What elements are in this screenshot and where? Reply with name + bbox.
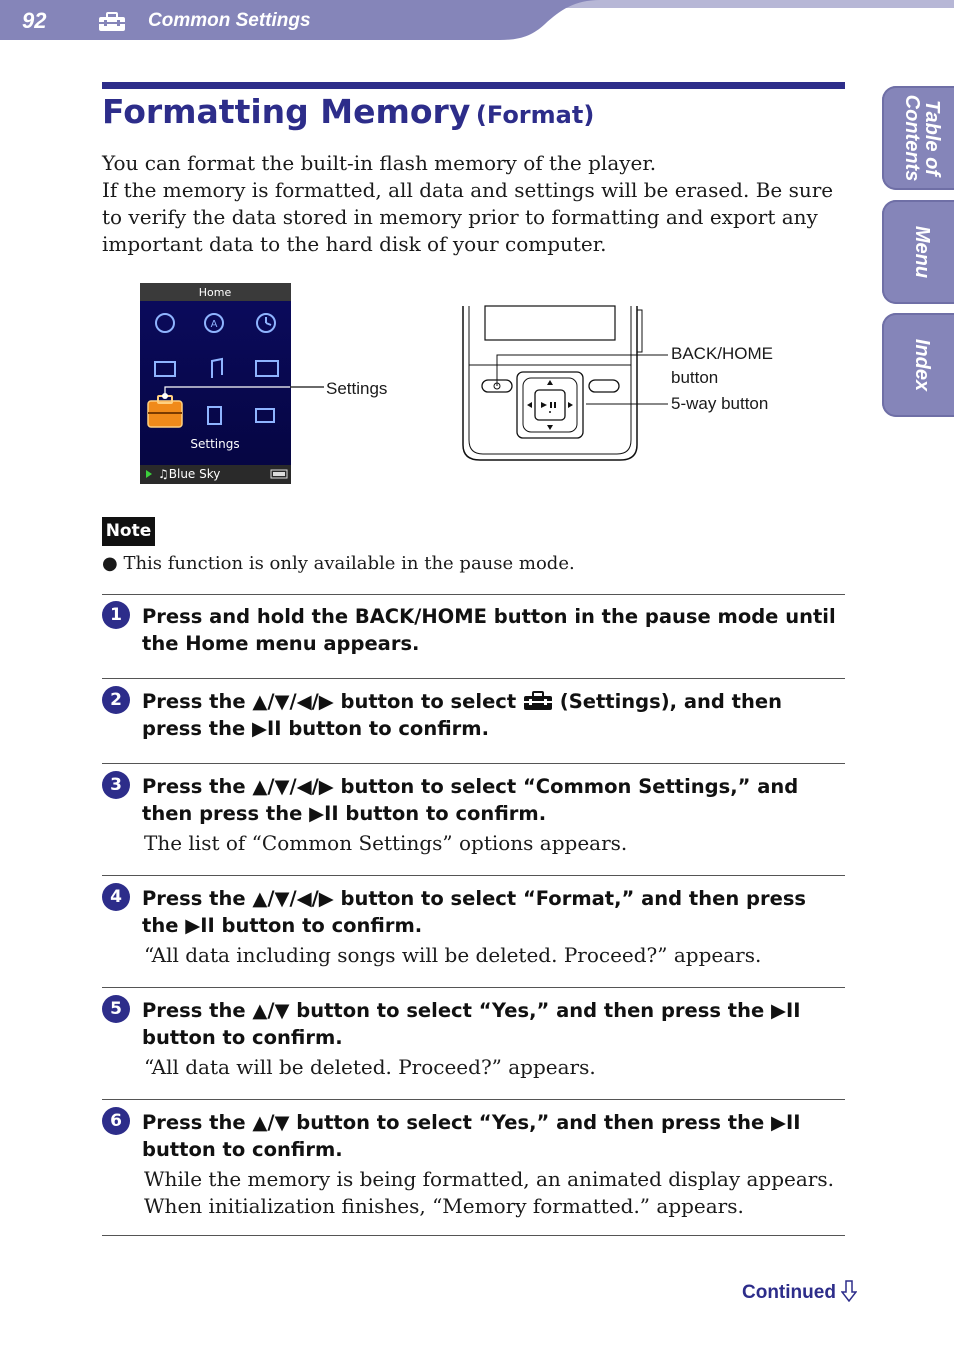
step-2-heading-b: (Settings), and then press the ▶II button to confirm.: [142, 690, 782, 740]
settings-toolbox-icon: [523, 691, 553, 711]
label-button: button: [671, 368, 719, 387]
toolbox-icon: [98, 12, 126, 32]
page-number: 92: [22, 8, 47, 33]
step-2-heading: [142, 688, 842, 742]
header-band: [0, 0, 954, 40]
step-3-heading: Press the ▲/▼/◀/▶ button to select “Common Settings,” and then press the ▶II button to confirm.: [142, 775, 799, 825]
tab-label: Index: [911, 338, 933, 392]
step-number-6: 6: [102, 1107, 130, 1135]
step-5-body: “All data will be deleted. Proceed?” appears.: [144, 1055, 596, 1079]
step-6-body-line-2: When initialization finishes, “Memory formatted.” appears.: [144, 1194, 744, 1218]
step-6-heading: Press the ▲/▼ button to select “Yes,” and then press the ▶II button to confirm.: [142, 1111, 801, 1161]
step-number-5: 5: [102, 995, 130, 1023]
divider: [102, 594, 845, 595]
back-home-label: [671, 342, 773, 390]
note-badge: Note: [102, 517, 155, 546]
title-rule: [102, 82, 845, 89]
step-6-body: [144, 1166, 844, 1220]
divider: [102, 763, 845, 764]
step-5-heading: Press the ▲/▼ button to select “Yes,” and then press the ▶II button to confirm.: [142, 999, 801, 1049]
screen-selected-label: Settings: [190, 437, 240, 451]
tab-index[interactable]: [882, 313, 954, 417]
divider: [102, 1099, 845, 1100]
step-1-heading: Press and hold the BACK/HOME button in the pause mode until the Home menu appears.: [142, 605, 836, 655]
step-3-body: The list of “Common Settings” options appears.: [144, 831, 628, 855]
screen-now-playing: ♫Blue Sky: [158, 467, 221, 481]
step-6-body-line-1: While the memory is being formatted, an animated display appears.: [144, 1167, 834, 1191]
step-2-heading-a: Press the ▲/▼/◀/▶ button to select: [142, 690, 517, 713]
intro-line-2: If the memory is formatted, all data and settings will be erased. Be sure to verify the data stored in memory prior to formatting and export any important data to the hard disk of your computer.: [102, 178, 834, 256]
step-4-heading: Press the ▲/▼/◀/▶ button to select “Format,” and then press the ▶II button to confirm.: [142, 887, 807, 937]
step-4-body: “All data including songs will be deleted. Proceed?” appears.: [144, 943, 762, 967]
svg-text:A: A: [210, 319, 218, 330]
step-number-2: 2: [102, 686, 130, 714]
page-title: [102, 92, 594, 131]
note-text: [102, 553, 575, 574]
section-title: Common Settings: [148, 10, 311, 31]
step-number-4: 4: [102, 883, 130, 911]
step-number-3: 3: [102, 771, 130, 799]
device-callout-lines: [586, 354, 668, 406]
label-back-home: BACK/HOME: [671, 344, 774, 363]
divider: [102, 1235, 845, 1236]
tab-table-of-contents[interactable]: [882, 86, 954, 190]
settings-callout-line: [290, 386, 324, 390]
intro-line-1: You can format the built-in flash memory of the player.: [102, 151, 657, 175]
intro-text: [102, 150, 847, 258]
arrow-down-icon: [841, 1280, 857, 1302]
note-body: This function is only available in the pause mode.: [123, 553, 575, 574]
settings-callout: Settings: [326, 379, 388, 398]
page-title-main: Formatting Memory: [102, 92, 471, 131]
step-number-1: 1: [102, 601, 130, 629]
bullet: ●: [102, 553, 118, 574]
label-5way: 5-way button: [671, 394, 769, 413]
tab-menu[interactable]: [882, 200, 954, 304]
divider: [102, 678, 845, 679]
divider: [102, 875, 845, 876]
page-title-sub: (Format): [475, 101, 595, 129]
tab-label: Menu: [911, 225, 933, 279]
tab-label: Table of Contents: [901, 94, 943, 182]
continued-link[interactable]: [742, 1280, 857, 1304]
screen-header: Home: [198, 286, 232, 299]
divider: [102, 987, 845, 988]
continued-label: Continued: [742, 1282, 836, 1303]
home-menu-screen: [140, 283, 291, 484]
